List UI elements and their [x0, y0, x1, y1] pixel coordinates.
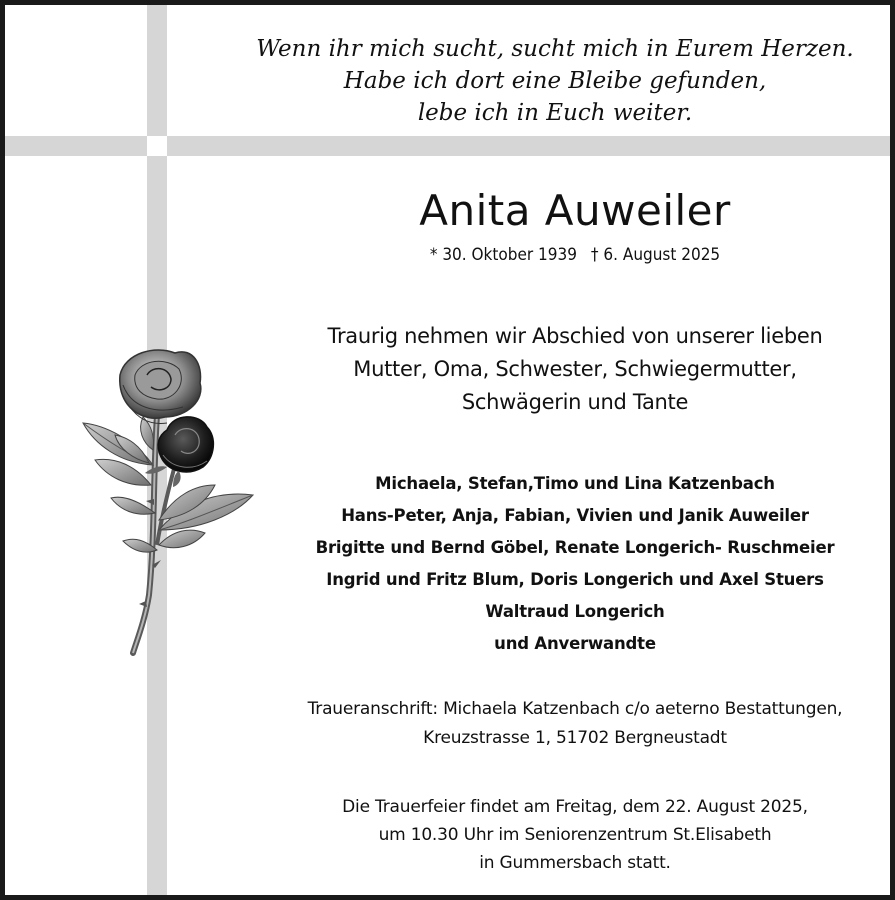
- intro-line: Schwägerin und Tante: [461, 390, 689, 414]
- family-line: Michaela, Stefan,Timo und Lina Katzenbach: [375, 474, 775, 493]
- cross-center: [147, 136, 167, 156]
- birth-date: * 30. Oktober 1939: [429, 245, 577, 265]
- intro-line: Traurig nehmen wir Abschied von unserer lieben: [327, 324, 823, 348]
- family-line: und Anverwandte: [494, 634, 656, 653]
- service-line: um 10.30 Uhr im Seniorenzentrum St.Elisabeth: [378, 825, 772, 845]
- address-line: Traueranschrift: Michaela Katzenbach c/o aeterno Bestattungen,: [307, 699, 843, 719]
- service-line: Die Trauerfeier findet am Freitag, dem 22. August 2025,: [342, 797, 808, 817]
- cross-horizontal-bar: [5, 136, 895, 156]
- intro-line: Mutter, Oma, Schwester, Schwiegermutter,: [353, 357, 797, 381]
- funeral-service-info: [245, 793, 895, 877]
- life-dates: [245, 241, 895, 269]
- poem-line: lebe ich in Euch weiter.: [417, 100, 693, 126]
- poem: [245, 33, 865, 129]
- death-date: † 6. August 2025: [590, 245, 721, 265]
- intro-text: [245, 320, 895, 419]
- poem-line: Habe ich dort eine Bleibe gefunden,: [343, 68, 767, 94]
- deceased-name: Anita Auweiler: [419, 186, 731, 235]
- address-line: Kreuzstrasse 1, 51702 Bergneustadt: [423, 728, 727, 748]
- family-line: Hans-Peter, Anja, Fabian, Vivien und Janik Auweiler: [341, 506, 809, 525]
- family-line: Brigitte und Bernd Göbel, Renate Longerich- Ruschmeier: [315, 538, 835, 557]
- mourning-address: [245, 695, 895, 753]
- family-line: Waltraud Longerich: [485, 602, 665, 621]
- service-line: in Gummersbach statt.: [479, 853, 671, 873]
- family-list: [245, 468, 895, 660]
- poem-line: Wenn ihr mich sucht, sucht mich in Eurem Herzen.: [256, 36, 854, 62]
- rose-icon: [75, 345, 265, 665]
- family-line: Ingrid und Fritz Blum, Doris Longerich und Axel Stuers: [326, 570, 824, 589]
